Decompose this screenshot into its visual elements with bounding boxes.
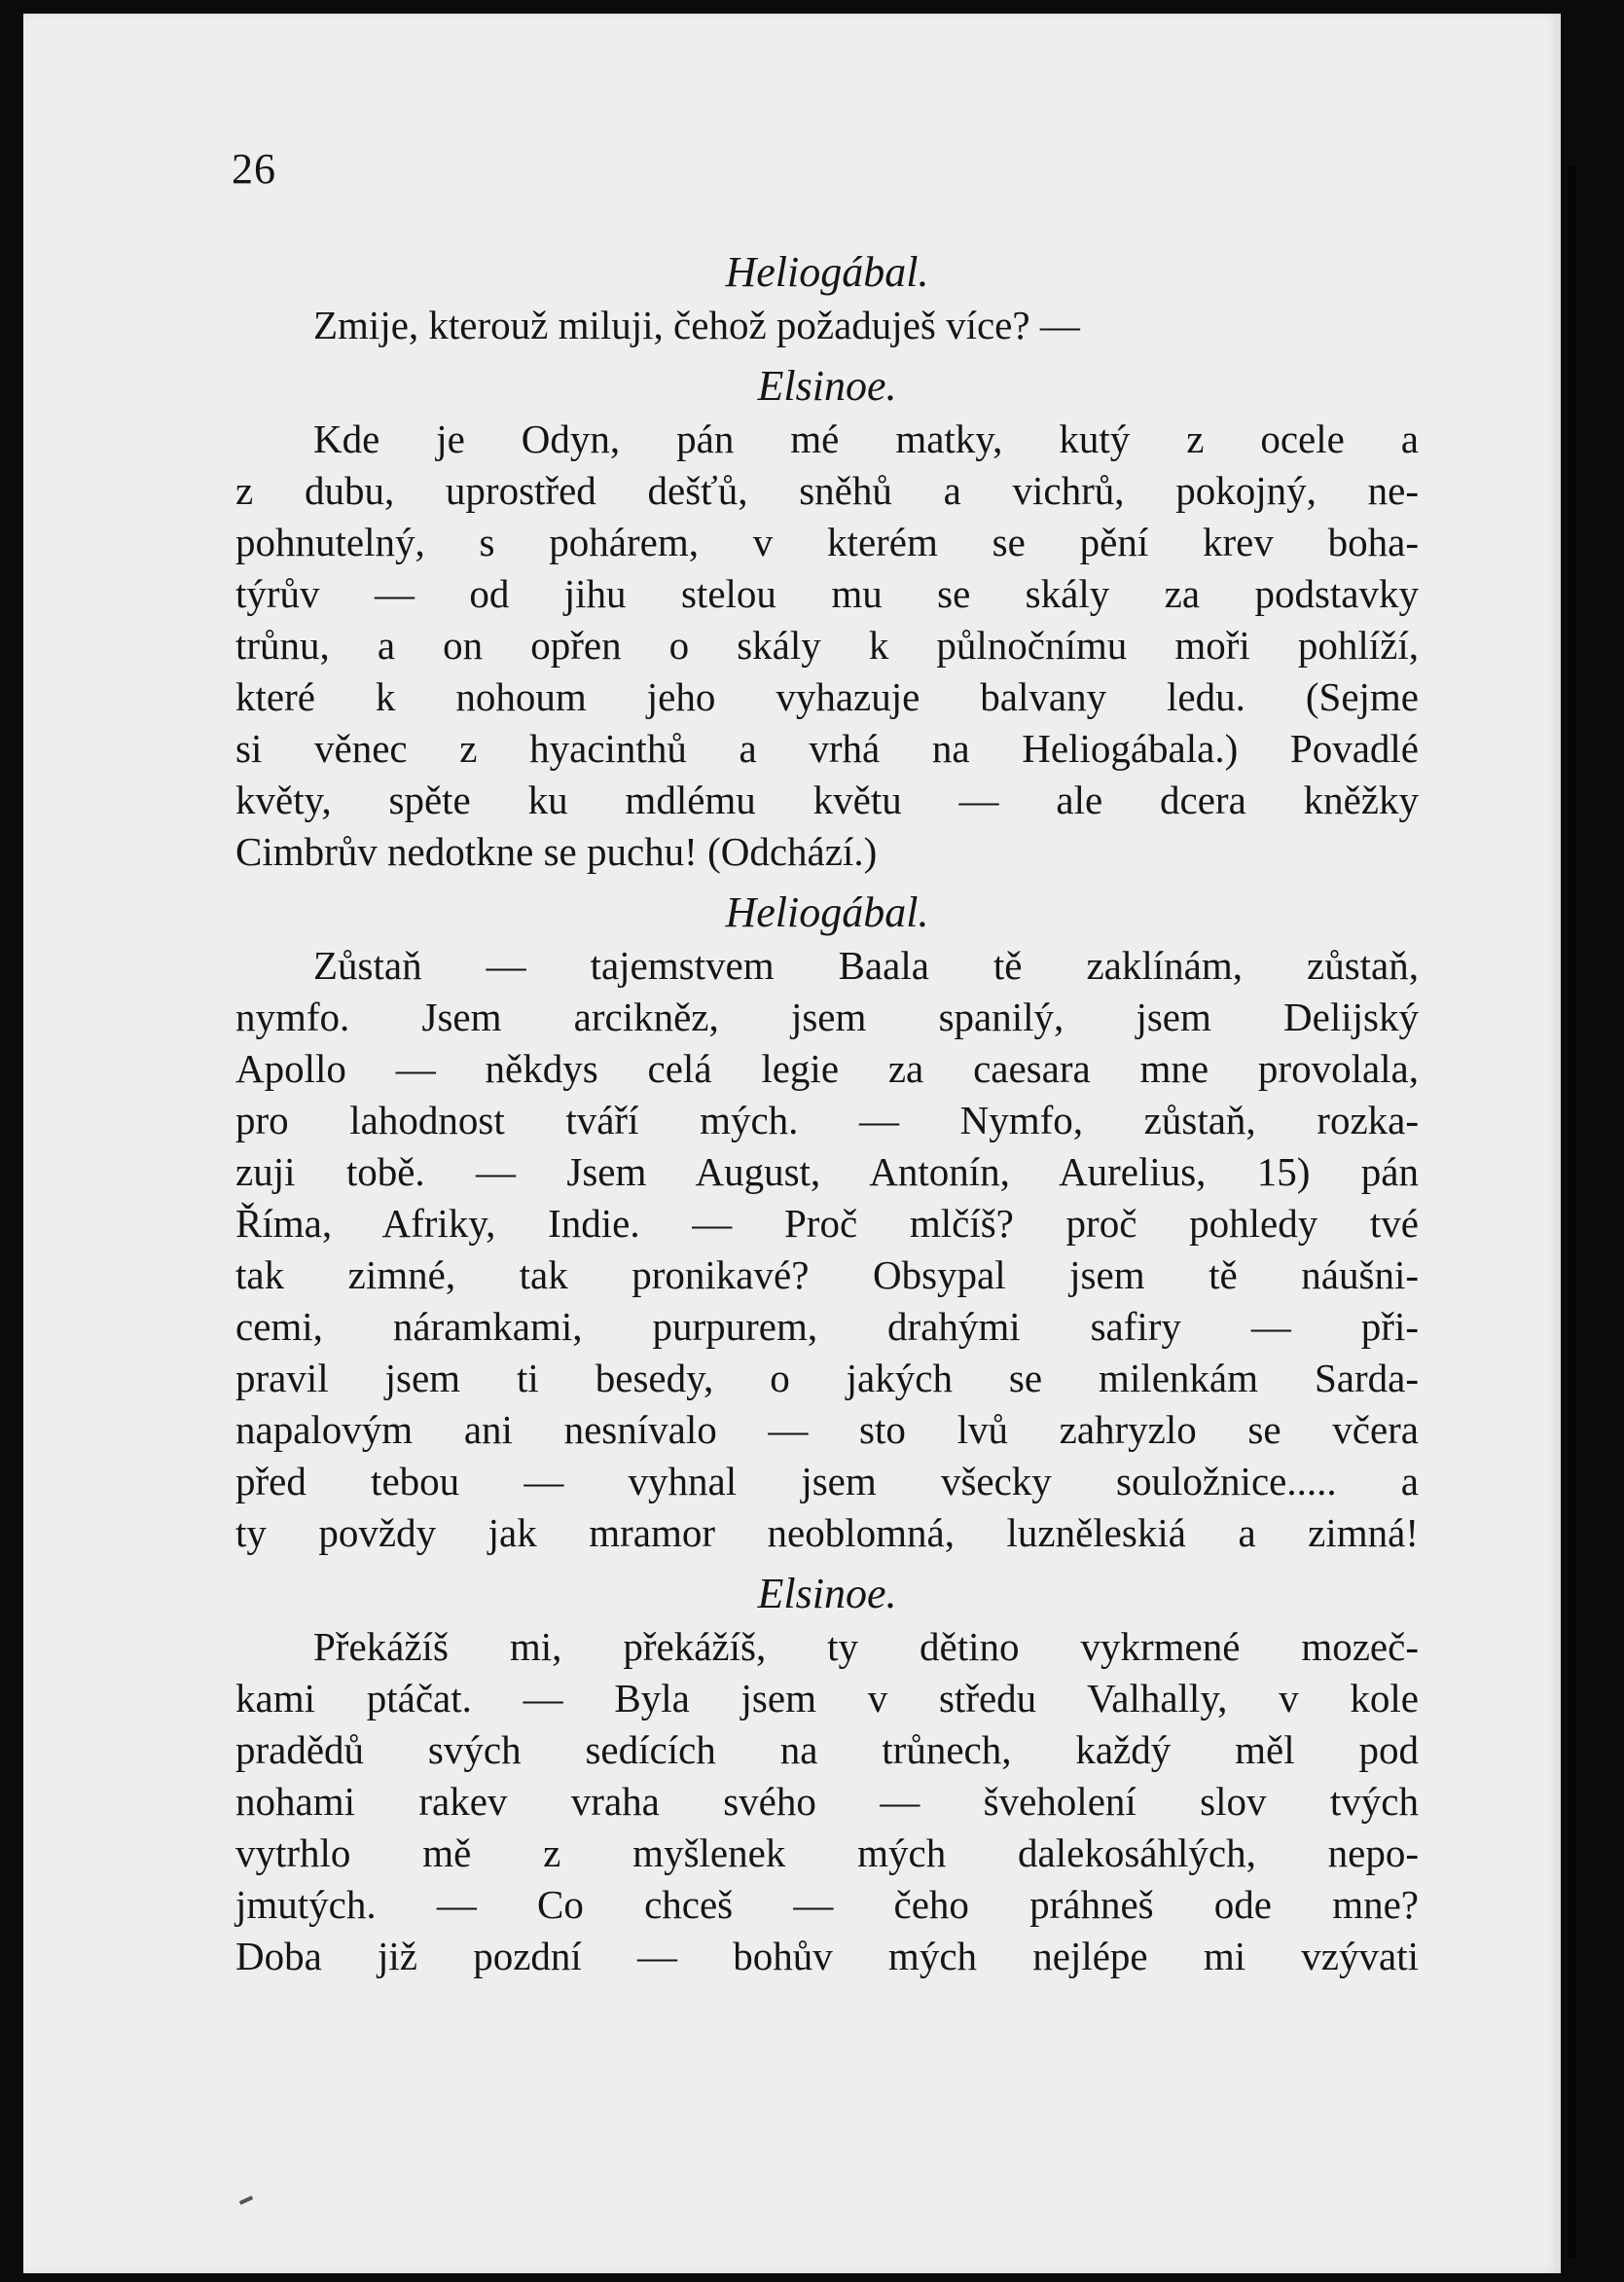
dialogue-paragraph [235, 940, 1419, 1559]
speaker-heading: Elsinoe. [757, 1570, 897, 1617]
text-line: tak zimné, tak pronikavé? Obsypal jsem tě náušni- [235, 1252, 1419, 1297]
dialogue-paragraph [235, 300, 1419, 351]
text-line: trůnu, a on opřen o skály k půlnočnímu moři pohlíží, [235, 623, 1419, 668]
text-line: Kde je Odyn, pán mé matky, kutý z ocele a [313, 417, 1419, 461]
speaker-heading: Elsinoe. [757, 362, 897, 410]
text-line: z dubu, uprostřed dešťů, sněhů a vichrů, pokojný, ne- [235, 468, 1419, 513]
ink-speck [239, 2195, 253, 2205]
text-line: jmutých. — Co chceš — čeho práhneš ode mne? [235, 1882, 1419, 1927]
text-line: Zmije, kterouž miluji, čehož požaduješ více? — [313, 303, 1080, 347]
text-line: pravil jsem ti besedy, o jakých se milenkám Sarda- [235, 1356, 1419, 1400]
page-text [235, 247, 1419, 1992]
text-line: kami ptáčat. — Byla jsem v středu Valhally, v kole [235, 1676, 1419, 1721]
text-line: Překážíš mi, překážíš, ty dětino vykrmené mozeč- [313, 1624, 1419, 1669]
text-line: květy, spěte ku mdlému květu — ale dcera kněžky [235, 778, 1419, 822]
text-line: Zůstaň — tajemstvem Baala tě zaklínám, zůstaň, [313, 943, 1419, 988]
text-line: nymfo. Jsem arcikněz, jsem spanilý, jsem Delijský [235, 995, 1419, 1039]
text-line: pradědů svých sedících na trůnech, každý měl pod [235, 1727, 1419, 1772]
text-line: vytrhlo mě z myšlenek mých dalekosáhlých, nepo- [235, 1830, 1419, 1875]
text-line: Říma, Afriky, Indie. — Proč mlčíš? proč pohledy tvé [235, 1201, 1419, 1246]
text-line: pro lahodnost tváří mých. — Nymfo, zůstaň, rozka- [235, 1098, 1419, 1142]
speaker-heading: Heliogábal. [725, 888, 929, 936]
text-line: Cimbrův nedotkne se puchu! (Odchází.) [235, 829, 878, 874]
text-line: ty povždy jak mramor neoblomná, luzněleskiá a zimná! [235, 1510, 1419, 1555]
text-line: cemi, náramkami, purpurem, drahými safiry — při- [235, 1304, 1419, 1349]
text-line: zuji tobě. — Jsem August, Antonín, Aurelius, 15) pán [235, 1149, 1419, 1194]
dialogue-paragraph [235, 414, 1419, 878]
text-line: týrův — od jihu stelou mu se skály za podstavky [235, 571, 1419, 616]
dialogue-paragraph [235, 1621, 1419, 1982]
speaker-heading: Heliogábal. [725, 248, 929, 296]
text-line: napalovým ani nesnívalo — sto lvů zahryzlo se včera [235, 1407, 1419, 1452]
book-page [23, 14, 1561, 2273]
page-number: 26 [232, 145, 276, 193]
text-line: nohami rakev vraha svého — šveholení slov tvých [235, 1779, 1419, 1824]
text-line: Apollo — někdys celá legie za caesara mne provolala, [235, 1046, 1419, 1091]
text-line: pohnutelný, s pohárem, v kterém se pění krev boha- [235, 520, 1419, 564]
page-edge-shadow [1569, 165, 1576, 2258]
text-line: které k nohoum jeho vyhazuje balvany ledu. (Sejme [235, 674, 1419, 719]
text-line: Doba již pozdní — bohův mých nejlépe mi vzývati [235, 1934, 1419, 1978]
text-line: před tebou — vyhnal jsem všecky souložnice..... a [235, 1459, 1419, 1503]
text-line: si věnec z hyacinthů a vrhá na Heliogábala.) Povadlé [235, 726, 1419, 771]
